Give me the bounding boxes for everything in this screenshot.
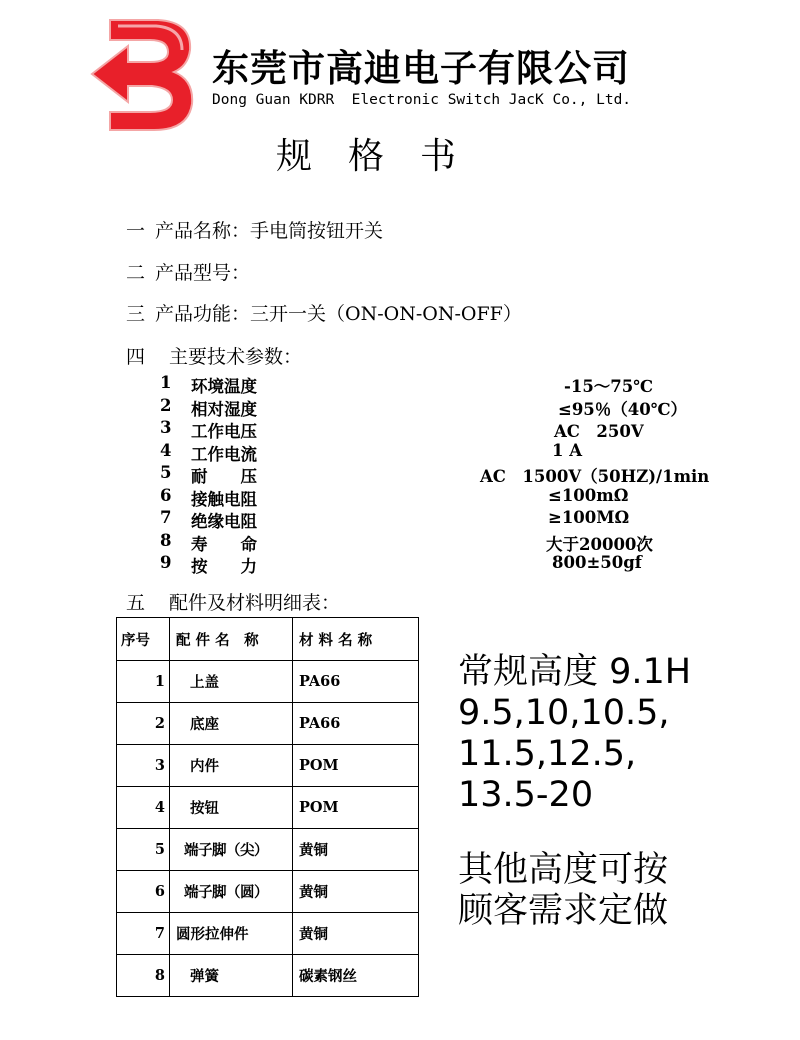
header-index: 序号 [117, 618, 170, 661]
param-number: 2 [160, 395, 172, 415]
table-row [117, 787, 419, 829]
table-header-row [117, 618, 419, 661]
document-title: 规格书 [276, 136, 493, 177]
param-number: 7 [160, 508, 172, 527]
cell-material: POM [293, 745, 419, 787]
note-line: 顾客需求定做 [458, 891, 669, 931]
param-value: ≤100mΩ [548, 485, 629, 505]
cell-part-name: 上盖 [170, 661, 293, 703]
header-part-name: 配 件 名 称 [170, 618, 293, 661]
parts-table [116, 617, 419, 997]
param-row [160, 463, 710, 486]
cell-part-name: 端子脚（尖） [170, 829, 293, 871]
cell-material: 黄铜 [293, 829, 419, 871]
note-line: 13.5-20 [458, 775, 594, 815]
param-name: 按 力 [191, 557, 257, 576]
param-value: AC 1500V（50HZ)/1min [480, 467, 710, 486]
section-text: 产品型号： [155, 262, 251, 284]
param-value: -15～75℃ [564, 377, 654, 396]
cell-index: 6 [117, 871, 170, 913]
param-row [160, 373, 700, 396]
cell-index: 4 [117, 787, 170, 829]
param-number: 6 [160, 485, 172, 505]
table-row [117, 829, 419, 871]
param-row [160, 396, 700, 419]
section-text: 配件及材料明细表： [169, 592, 341, 614]
param-name: 绝缘电阻 [191, 512, 257, 531]
param-value: 800±50gf [552, 553, 642, 572]
param-number: 8 [160, 530, 172, 550]
cell-part-name: 圆形拉伸件 [170, 913, 293, 955]
cell-material: PA66 [293, 703, 419, 745]
cell-material: PA66 [293, 661, 419, 703]
param-name: 相对湿度 [191, 399, 257, 419]
section-text: 主要技术参数： [169, 346, 303, 368]
param-row [160, 508, 700, 531]
note-line: 常规高度 9.1H [458, 652, 692, 692]
height-options-note [458, 652, 691, 816]
param-number: 1 [160, 373, 172, 392]
param-name: 工作电流 [191, 444, 257, 464]
param-number: 5 [160, 463, 172, 482]
section-text: 产品功能：三开一关（ON-ON-ON-OFF） [155, 303, 522, 325]
param-value: 大于20000次 [546, 534, 653, 554]
cell-index: 2 [117, 703, 170, 745]
tech-params-list [160, 373, 710, 576]
custom-height-note [458, 850, 668, 932]
company-logo [88, 16, 198, 134]
section-text: 产品名称：手电筒按钮开关 [155, 220, 384, 242]
cell-index: 1 [117, 661, 170, 703]
param-name: 耐 压 [191, 467, 257, 486]
section-number: 四 [126, 346, 146, 368]
param-value: ≥100MΩ [548, 508, 630, 527]
param-number: 3 [160, 418, 172, 437]
section-product-name [126, 216, 383, 243]
param-name: 寿 命 [191, 534, 257, 554]
cell-part-name: 端子脚（圆） [170, 871, 293, 913]
cell-material: 黄铜 [293, 913, 419, 955]
table-row [117, 745, 419, 787]
cell-index: 3 [117, 745, 170, 787]
param-row [160, 553, 700, 576]
cell-part-name: 底座 [170, 703, 293, 745]
cell-index: 8 [117, 955, 170, 997]
section-number: 三 [126, 303, 146, 325]
table-row [117, 913, 419, 955]
param-number: 9 [160, 553, 172, 572]
param-name: 环境温度 [191, 377, 257, 396]
cell-material: POM [293, 787, 419, 829]
note-line: 11.5,12.5, [458, 734, 637, 774]
param-row [160, 418, 700, 441]
header-material: 材 料 名 称 [293, 618, 419, 661]
note-line: 9.5,10,10.5, [458, 693, 670, 733]
table-row [117, 703, 419, 745]
table-row [117, 871, 419, 913]
company-name-en: Dong Guan KDRR Electronic Switch JacK Co., Ltd. [212, 92, 632, 108]
param-name: 接触电阻 [191, 489, 257, 509]
param-name: 工作电压 [191, 422, 257, 441]
param-value: ≤95％（40℃） [558, 399, 688, 419]
note-line: 其他高度可按 [458, 850, 669, 890]
section-product-model [126, 258, 250, 285]
company-name-cn: 东莞市高迪电子有限公司 [212, 47, 630, 90]
param-row [160, 441, 700, 464]
cell-part-name: 内件 [170, 745, 293, 787]
cell-material: 黄铜 [293, 871, 419, 913]
table-row [117, 955, 419, 997]
table-row [117, 661, 419, 703]
section-number: 二 [126, 262, 146, 284]
param-row [160, 486, 700, 509]
section-parts-list [126, 588, 340, 615]
cell-material: 碳素钢丝 [293, 955, 419, 997]
section-number: 五 [126, 592, 146, 614]
cell-index: 5 [117, 829, 170, 871]
cell-part-name: 按钮 [170, 787, 293, 829]
cell-part-name: 弹簧 [170, 955, 293, 997]
param-number: 4 [160, 440, 172, 460]
section-number: 一 [126, 220, 146, 242]
cell-index: 7 [117, 913, 170, 955]
section-tech-params [126, 342, 302, 369]
section-product-function [126, 299, 522, 326]
param-row [160, 531, 700, 554]
param-value: AC 250V [554, 422, 644, 441]
param-value: 1 A [552, 440, 583, 460]
